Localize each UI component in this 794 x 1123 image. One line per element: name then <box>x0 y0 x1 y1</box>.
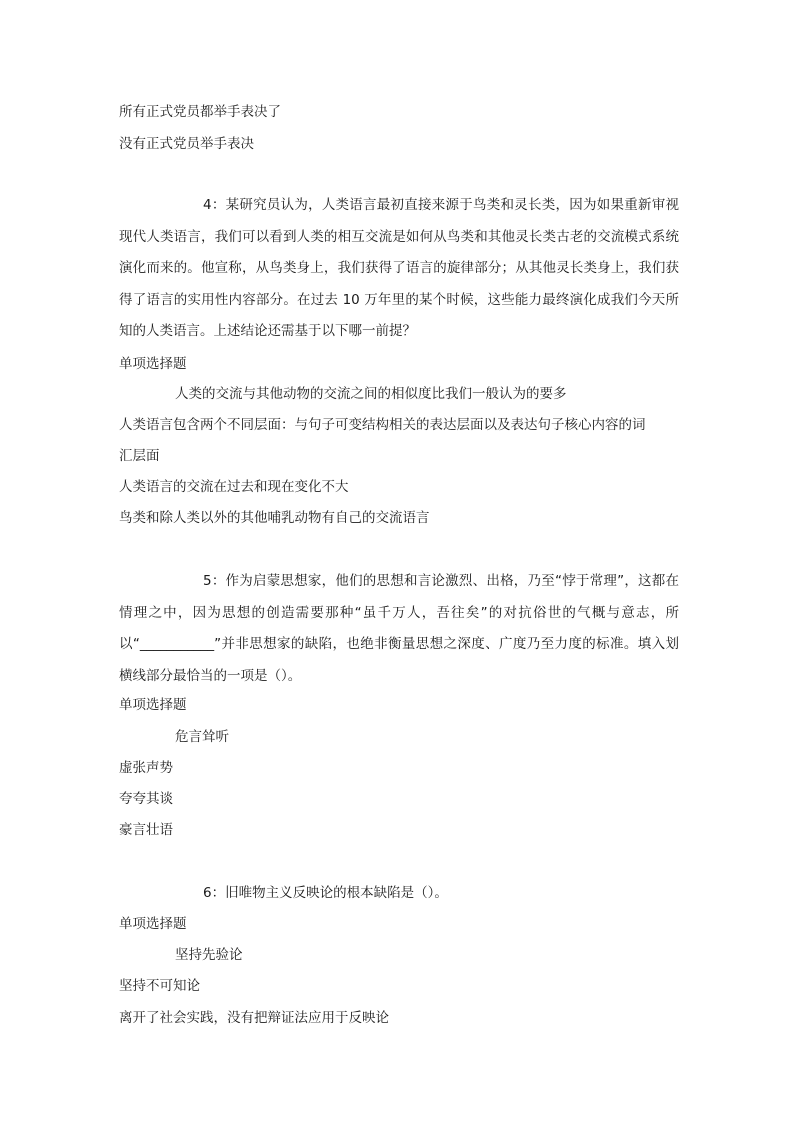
q5-option-c: 夸夸其谈 <box>119 791 173 807</box>
q6-option-c: 离开了社会实践，没有把辩证法应用于反映论 <box>119 1010 389 1026</box>
q6-stem: 6：旧唯物主义反映论的根本缺陷是（）。 <box>203 885 448 901</box>
q4-option-c: 人类语言的交流在过去和现在变化不大 <box>119 479 349 495</box>
q4-option-b-cont: 汇层面 <box>119 448 160 464</box>
q4-option-d: 鸟类和除人类以外的其他哺乳动物有自己的交流语言 <box>119 510 430 526</box>
q4-option-a: 人类的交流与其他动物的交流之间的相似度比我们一般认为的要多 <box>175 386 567 402</box>
q4-stem: 4：某研究员认为，人类语言最初直接来源于鸟类和灵长类，因为如果重新审视现代人类语言，我们可以看到人类的相互交流是如何从鸟类和其他灵长类古老的交流模式系统演化而来的。他宣称，从鸟类身上，我们获得了语言的旋律部分；从其他灵长类身上，我们获得了语言的实用性内容部分。在过去 10 万年里的某个时候，这些能力最终演化成我们今天所知的人类语言。上述结论还需基于以下哪一前提？ <box>119 197 679 339</box>
q6-option-b: 坚持不可知论 <box>119 978 200 994</box>
q3-option-d: 没有正式党员举手表决 <box>119 136 254 152</box>
q5-type: 单项选择题 <box>119 697 187 713</box>
q3-option-c: 所有正式党员都举手表决了 <box>119 104 281 120</box>
q6-option-a: 坚持先验论 <box>175 947 243 963</box>
q5-stem: 5：作为启蒙思想家，他们的思想和言论激烈、出格，乃至“悖于常理”，这都在情理之中，因为思想的创造需要那种“虽千万人，吾往矣”的对抗俗世的气概与意志，所以“___________”并非思想家的缺陷，也绝非衡量思想之深度、广度乃至力度的标准。填入划横线部分最恰当的一项是（）。 <box>119 573 679 684</box>
q4-type: 单项选择题 <box>119 356 187 372</box>
q4-option-b: 人类语言包含两个不同层面：与句子可变结构相关的表达层面以及表达句子核心内容的词 <box>119 417 646 433</box>
q5-option-d: 豪言壮语 <box>119 822 173 838</box>
q6-type: 单项选择题 <box>119 916 187 932</box>
q5-option-b: 虚张声势 <box>119 760 173 776</box>
q5-option-a: 危言耸听 <box>175 729 229 745</box>
